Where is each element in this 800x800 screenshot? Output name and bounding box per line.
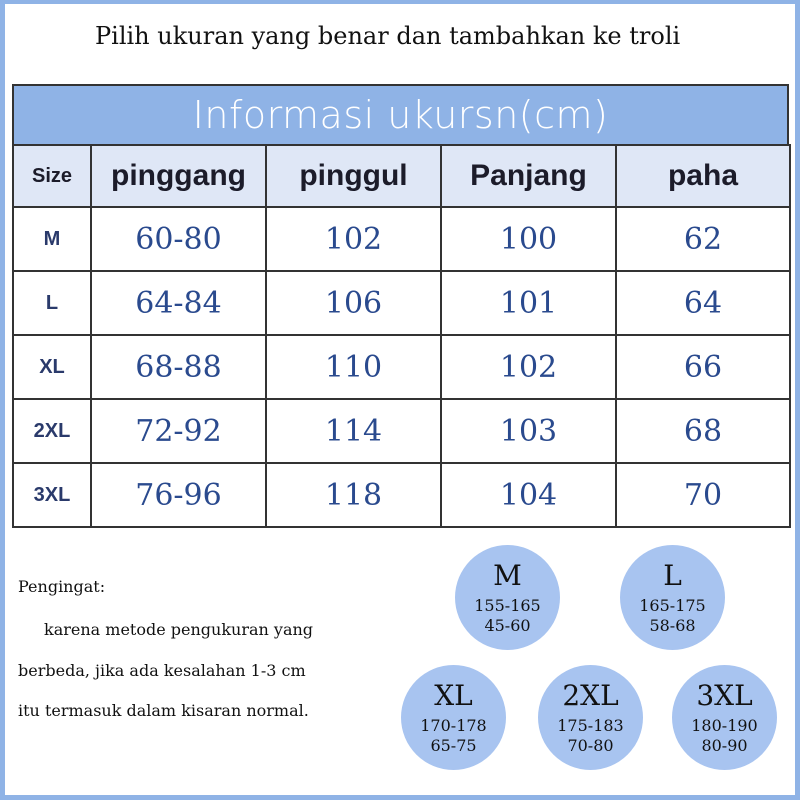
cell-pinggang: 64-84 [91,271,266,335]
circle-height-range: 165-175 [639,595,706,615]
circle-height-range: 170-178 [420,715,487,735]
circle-size-label: XL [434,678,473,712]
cell-pinggul: 106 [266,271,441,335]
size-table [12,84,789,519]
cell-paha: 68 [616,399,790,463]
size-chart-table [12,144,791,528]
circle-size-label: L [663,558,682,592]
table-header-row [13,145,790,207]
cell-size: XL [13,335,91,399]
cell-pinggul: 118 [266,463,441,527]
reminder-title: Pengingat: [18,577,106,596]
cell-panjang: 103 [441,399,616,463]
circle-weight-range: 58-68 [649,615,696,635]
cell-size: 3XL [13,463,91,527]
table-row [13,207,790,271]
cell-panjang: 100 [441,207,616,271]
cell-pinggang: 60-80 [91,207,266,271]
header-paha: paha [616,145,790,207]
size-circle-2xl [538,665,643,770]
page-heading: Pilih ukuran yang benar dan tambahkan ke troli [95,22,681,50]
header-size: Size [13,145,91,207]
table-title: Informasi ukursn(cm) [12,84,789,144]
cell-paha: 70 [616,463,790,527]
cell-paha: 62 [616,207,790,271]
circle-size-label: M [493,558,522,592]
cell-paha: 66 [616,335,790,399]
cell-size: L [13,271,91,335]
cell-pinggang: 72-92 [91,399,266,463]
circle-size-label: 3XL [696,678,753,712]
circle-height-range: 180-190 [691,715,758,735]
circle-weight-range: 65-75 [430,735,477,755]
cell-pinggul: 102 [266,207,441,271]
size-circle-l [620,545,725,650]
cell-paha: 64 [616,271,790,335]
table-row [13,271,790,335]
reminder-line: berbeda, jika ada kesalahan 1-3 cm [18,661,306,680]
cell-panjang: 104 [441,463,616,527]
cell-size: 2XL [13,399,91,463]
cell-panjang: 101 [441,271,616,335]
reminder-line: itu termasuk dalam kisaran normal. [18,701,309,720]
cell-panjang: 102 [441,335,616,399]
size-circle-xl [401,665,506,770]
circle-height-range: 175-183 [557,715,624,735]
circle-weight-range: 45-60 [484,615,531,635]
header-pinggul: pinggul [266,145,441,207]
circle-height-range: 155-165 [474,595,541,615]
cell-pinggul: 110 [266,335,441,399]
cell-pinggul: 114 [266,399,441,463]
size-circle-3xl [672,665,777,770]
table-row [13,335,790,399]
circle-size-label: 2XL [562,678,619,712]
reminder-line: karena metode pengukuran yang [44,620,314,639]
size-circle-m [455,545,560,650]
table-row [13,463,790,527]
table-row [13,399,790,463]
cell-pinggang: 68-88 [91,335,266,399]
header-panjang: Panjang [441,145,616,207]
cell-pinggang: 76-96 [91,463,266,527]
circle-weight-range: 80-90 [701,735,748,755]
circle-weight-range: 70-80 [567,735,614,755]
cell-size: M [13,207,91,271]
header-pinggang: pinggang [91,145,266,207]
